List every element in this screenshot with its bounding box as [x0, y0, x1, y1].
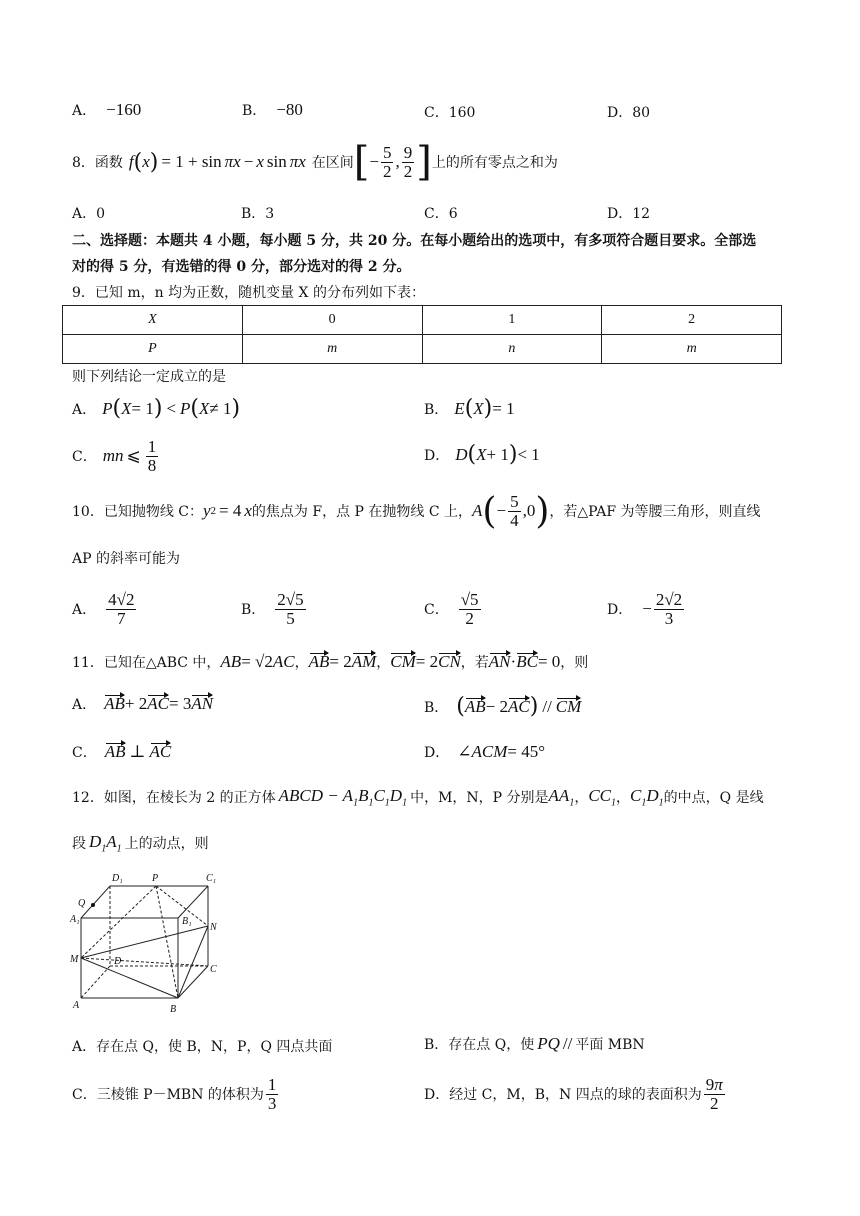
q10-option-b: B． $\frac{2√5}{5}$	[241, 589, 304, 628]
q11-option-a: A． AB + 2 AC = 3 AN	[72, 694, 214, 713]
q7-option-b: B． −80	[242, 100, 303, 119]
q10-option-d: D． − $\frac{2√2}{3}$	[607, 589, 683, 628]
label-c1: C₁	[206, 873, 217, 884]
q9-stem: 9．已知 m，n 均为正数，随机变量 X 的分布列如下表：	[72, 285, 425, 301]
label-c: C	[210, 964, 217, 975]
section2-line2: 对的得 5 分，有选错的得 0 分，部分选对的得 2 分。	[72, 259, 411, 275]
q7-option-a: A． −160	[72, 100, 142, 119]
q10-option-a: A． $\frac{4√2}{7}$	[72, 589, 135, 628]
q10-stem: 10．已知抛物线 C： y 2 = 4 x 的焦点为 F，点 P 在抛物线 C 上， A ( − $\frac{5}{4}$ ,0 ) ，若△PAF 为等腰三角形，则直线	[72, 490, 761, 532]
label-n: N	[210, 922, 217, 933]
q9-distribution-table	[62, 305, 782, 364]
q8-option-b: B．3	[241, 206, 275, 222]
q12-option-d: D．经过 C，M，B，N 四点的球的表面积为 $\frac{9\pi}{2}$	[424, 1074, 723, 1113]
q10-stem-2: AP 的斜率可能为	[72, 551, 180, 567]
q11-stem: 11．已知在△ABC 中， AB = √2 AC ， AB = 2 AM ， CM = 2 CN ，若 AN · BC = 0 ，则	[72, 652, 589, 671]
q11-option-c: C． AB ⊥ AC	[72, 742, 172, 761]
table-row: X 0 1 2	[63, 306, 782, 335]
table-row: P m n m	[63, 335, 782, 364]
label-a1: A₁	[70, 914, 80, 925]
q7-option-d: D．80	[607, 105, 651, 121]
q9-option-c: C． mn ⩽ $\frac{1}{8}$	[72, 436, 157, 475]
point-q	[91, 903, 95, 907]
q9-option-a: A． P ( X = 1 ) < P ( X ≠ 1 )	[72, 396, 241, 421]
q12-option-b: B．存在点 Q，使 PQ // 平面 MBN	[424, 1034, 645, 1053]
q12-stem: 12．如图，在棱长为 2 的正方体 ABCD − $A_1B_1C_1D_1$ 中，M，N，P 分别是 $AA_1$ ， $CC_1$ ， $C_1D_1$ 的中点，Q 是线	[72, 786, 764, 809]
q8-stem: 8． 函数 f ( x ) = 1 + sin πx − x sin πx 在区间 [ − $\frac{5}{2}$ , $\frac{9}{2}$ ] 上的所有零点之和为	[72, 139, 558, 185]
label-d1: D₁	[112, 873, 123, 884]
section2-line1: 二、选择题：本题共 4 小题，每小题 5 分，共 20 分。在每小题给出的选项中，有多项符合题目要求。全部选	[72, 233, 757, 249]
q10-option-c: C． $\frac{√5}{2}$	[424, 589, 479, 628]
label-p: P	[152, 873, 159, 884]
q8-option-a: A．0	[72, 206, 106, 222]
q8-option-d: D．12	[607, 206, 651, 222]
label-m: M	[70, 954, 79, 965]
cube-figure	[66, 868, 226, 1018]
label-b: B	[170, 1004, 177, 1015]
q12-option-c: C．三棱锥 P－MBN 的体积为 $\frac{1}{3}$	[72, 1074, 277, 1113]
q11-option-d: D． ∠ ACM = 45°	[424, 742, 546, 761]
q11-option-b: B． ( AB − 2 AC ) // CM	[424, 694, 582, 719]
q8-option-c: C．6	[424, 206, 458, 222]
label-a: A	[73, 1000, 80, 1011]
q12-option-a: A．存在点 Q，使 B，N，P，Q 四点共面	[72, 1039, 333, 1055]
q9-option-b: B． E ( X ) = 1	[424, 396, 515, 421]
q9-after: 则下列结论一定成立的是	[72, 369, 226, 385]
q9-option-d: D． D ( X + 1 ) < 1	[424, 442, 540, 467]
q12-stem-2: 段 $D_1A_1$ 上的动点，则	[72, 832, 209, 855]
label-q: Q	[78, 898, 86, 909]
label-b1: B₁	[182, 916, 192, 927]
label-d: D	[114, 956, 122, 967]
q7-option-c: C．160	[424, 105, 476, 121]
